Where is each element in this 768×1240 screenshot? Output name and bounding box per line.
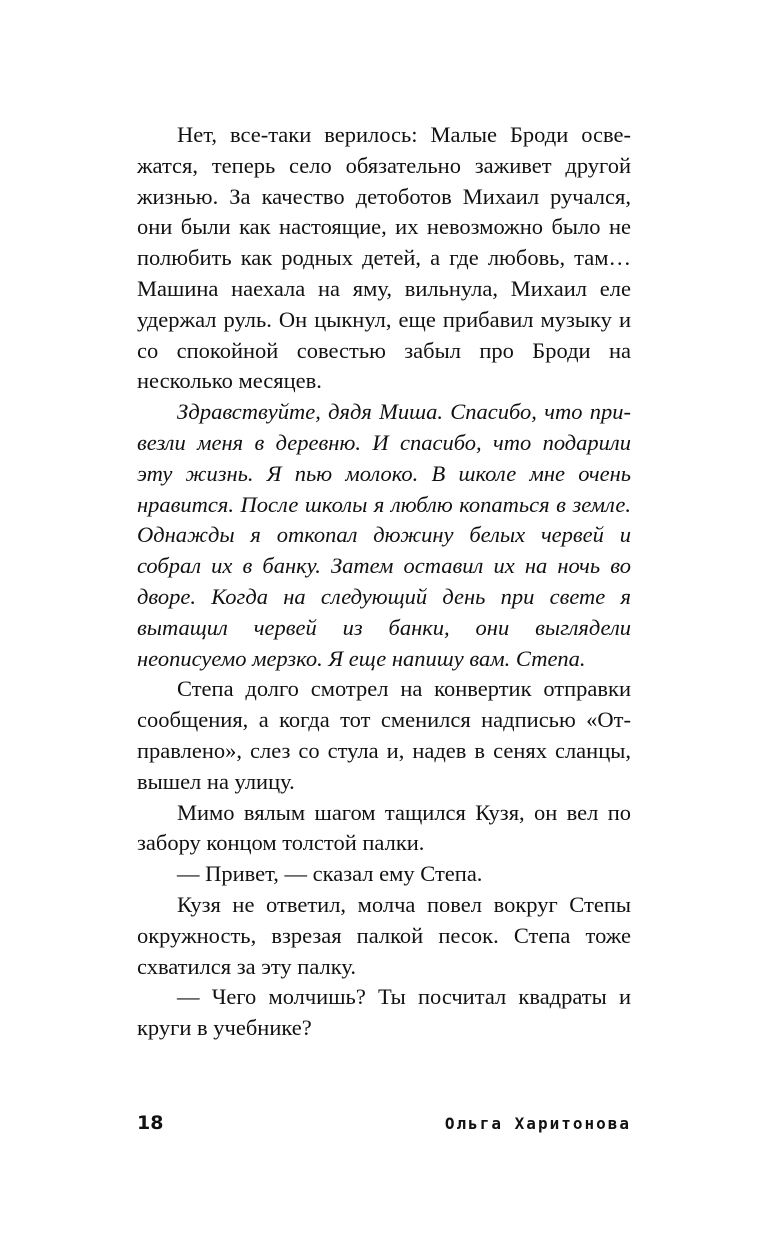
paragraph-letter-from-stepa: Здравствуйте, дядя Миша. Спасибо, что привезли меня в деревню. И спасибо, что подарили эту жизнь. Я пью молоко. В школе мне очень нравится. После школы я люблю копаться в земле. Однажды я откопал дюжину белых червей и собрал их в банку. Затем оставил их на ночь во дворе. Когда на следующий день при свете я вытащил червей из банки, они выглядели неописуемо мерзко. Я еще напишу вам. Степа. [137, 399, 631, 671]
running-author: Ольга Харитонова [444, 1114, 631, 1133]
paragraph-kuzya-circle: Кузя не ответил, молча повел вокруг Степы окружность, взрезая палкой песок. Степа тоже схватился за эту палку. [137, 891, 631, 979]
page-footer [137, 1112, 631, 1138]
body-text [137, 120, 631, 1044]
paragraph-message-sent: Степа долго смотрел на конвертик отправки сообщения, а когда тот сменился надписью «Отправлено», слез со стула и, надев в сенях сланцы, вышел на улицу. [137, 676, 631, 794]
paragraph-greeting: — Привет, — сказал ему Степа. [177, 861, 483, 887]
paragraph-question: — Чего молчишь? Ты посчитал квадраты и круги в учебнике? [137, 984, 631, 1041]
page-number: 18 [137, 1112, 164, 1134]
paragraph-kuzya-walks: Мимо вялым шагом тащился Кузя, он вел по забору концом толстой палки. [137, 799, 631, 856]
paragraph-mikhail-drive: Нет, все-таки верилось: Малые Броди освежатся, теперь село обязательно заживет другой жизнью. За качество детоботов Михаил ручался, они были как настоящие, их невозможно было не полюбить как родных детей, а где любовь, там… Машина наехала на яму, вильнула, Михаил еле удержал руль. Он цыкнул, еще прибавил музыку и со спокойной совестью забыл про Броди на несколько месяцев. [137, 122, 631, 394]
